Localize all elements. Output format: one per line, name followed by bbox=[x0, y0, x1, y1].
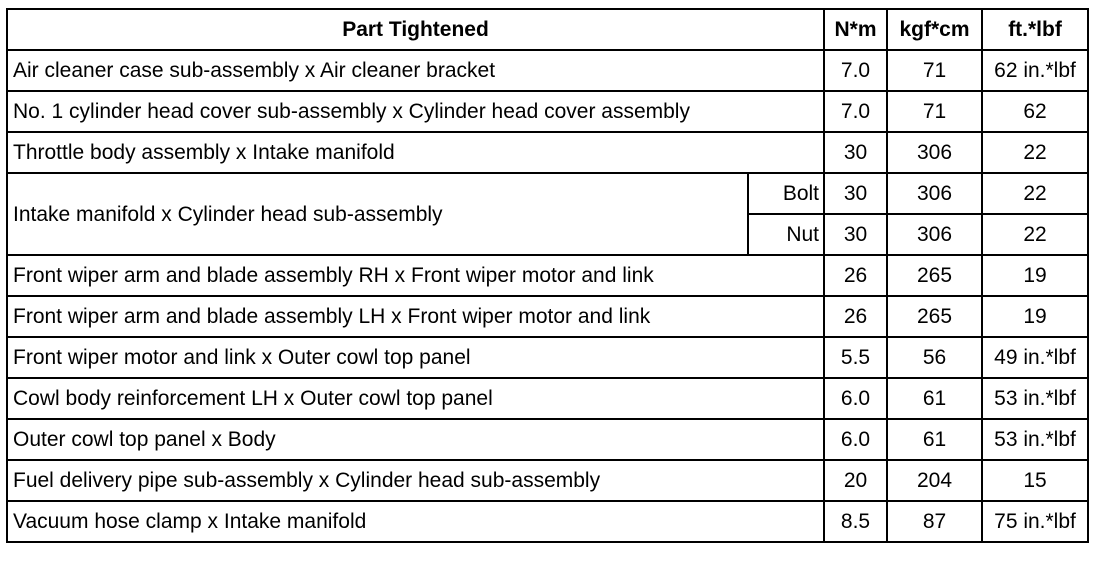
kgfcm-cell: 204 bbox=[887, 460, 982, 501]
table-row bbox=[7, 501, 1088, 542]
kgfcm-cell: 306 bbox=[887, 173, 982, 214]
kgfcm-cell: 71 bbox=[887, 50, 982, 91]
part-cell: No. 1 cylinder head cover sub-assembly x Cylinder head cover assembly bbox=[7, 91, 824, 132]
nm-cell: 8.5 bbox=[824, 501, 887, 542]
nm-cell: 5.5 bbox=[824, 337, 887, 378]
ftlbf-cell: 75 in.*lbf bbox=[982, 501, 1088, 542]
part-cell: Vacuum hose clamp x Intake manifold bbox=[7, 501, 824, 542]
sub-label-cell: Nut bbox=[748, 214, 824, 255]
kgfcm-cell: 56 bbox=[887, 337, 982, 378]
part-cell: Throttle body assembly x Intake manifold bbox=[7, 132, 824, 173]
nm-cell: 30 bbox=[824, 214, 887, 255]
nm-cell: 7.0 bbox=[824, 91, 887, 132]
nm-cell: 7.0 bbox=[824, 50, 887, 91]
table-row bbox=[7, 91, 1088, 132]
nm-cell: 26 bbox=[824, 296, 887, 337]
nm-cell: 30 bbox=[824, 132, 887, 173]
ftlbf-cell: 49 in.*lbf bbox=[982, 337, 1088, 378]
ftlbf-cell: 15 bbox=[982, 460, 1088, 501]
table-row bbox=[7, 378, 1088, 419]
header-kgfcm: kgf*cm bbox=[887, 9, 982, 50]
ftlbf-cell: 53 in.*lbf bbox=[982, 419, 1088, 460]
ftlbf-cell: 22 bbox=[982, 173, 1088, 214]
part-cell: Intake manifold x Cylinder head sub-assembly bbox=[7, 173, 748, 255]
table-row bbox=[7, 337, 1088, 378]
kgfcm-cell: 61 bbox=[887, 378, 982, 419]
header-part-tightened: Part Tightened bbox=[7, 9, 824, 50]
table-row bbox=[7, 50, 1088, 91]
table-row bbox=[7, 296, 1088, 337]
part-cell: Air cleaner case sub-assembly x Air cleaner bracket bbox=[7, 50, 824, 91]
part-cell: Front wiper arm and blade assembly LH x Front wiper motor and link bbox=[7, 296, 824, 337]
nm-cell: 26 bbox=[824, 255, 887, 296]
table-row bbox=[7, 460, 1088, 501]
nm-cell: 6.0 bbox=[824, 378, 887, 419]
part-cell: Outer cowl top panel x Body bbox=[7, 419, 824, 460]
part-cell: Fuel delivery pipe sub-assembly x Cylinder head sub-assembly bbox=[7, 460, 824, 501]
kgfcm-cell: 71 bbox=[887, 91, 982, 132]
ftlbf-cell: 22 bbox=[982, 214, 1088, 255]
table-row bbox=[7, 255, 1088, 296]
kgfcm-cell: 61 bbox=[887, 419, 982, 460]
kgfcm-cell: 265 bbox=[887, 296, 982, 337]
table-row bbox=[7, 173, 1088, 214]
nm-cell: 30 bbox=[824, 173, 887, 214]
ftlbf-cell: 19 bbox=[982, 255, 1088, 296]
part-cell: Front wiper arm and blade assembly RH x Front wiper motor and link bbox=[7, 255, 824, 296]
ftlbf-cell: 62 bbox=[982, 91, 1088, 132]
ftlbf-cell: 53 in.*lbf bbox=[982, 378, 1088, 419]
sub-label-cell: Bolt bbox=[748, 173, 824, 214]
nm-cell: 20 bbox=[824, 460, 887, 501]
ftlbf-cell: 19 bbox=[982, 296, 1088, 337]
table-row bbox=[7, 132, 1088, 173]
kgfcm-cell: 306 bbox=[887, 132, 982, 173]
part-cell: Cowl body reinforcement LH x Outer cowl top panel bbox=[7, 378, 824, 419]
table-row bbox=[7, 419, 1088, 460]
ftlbf-cell: 62 in.*lbf bbox=[982, 50, 1088, 91]
nm-cell: 6.0 bbox=[824, 419, 887, 460]
kgfcm-cell: 265 bbox=[887, 255, 982, 296]
table-header-row bbox=[7, 9, 1088, 50]
ftlbf-cell: 22 bbox=[982, 132, 1088, 173]
part-cell: Front wiper motor and link x Outer cowl top panel bbox=[7, 337, 824, 378]
kgfcm-cell: 306 bbox=[887, 214, 982, 255]
torque-spec-table bbox=[6, 8, 1089, 543]
header-nm: N*m bbox=[824, 9, 887, 50]
kgfcm-cell: 87 bbox=[887, 501, 982, 542]
header-ftlbf: ft.*lbf bbox=[982, 9, 1088, 50]
